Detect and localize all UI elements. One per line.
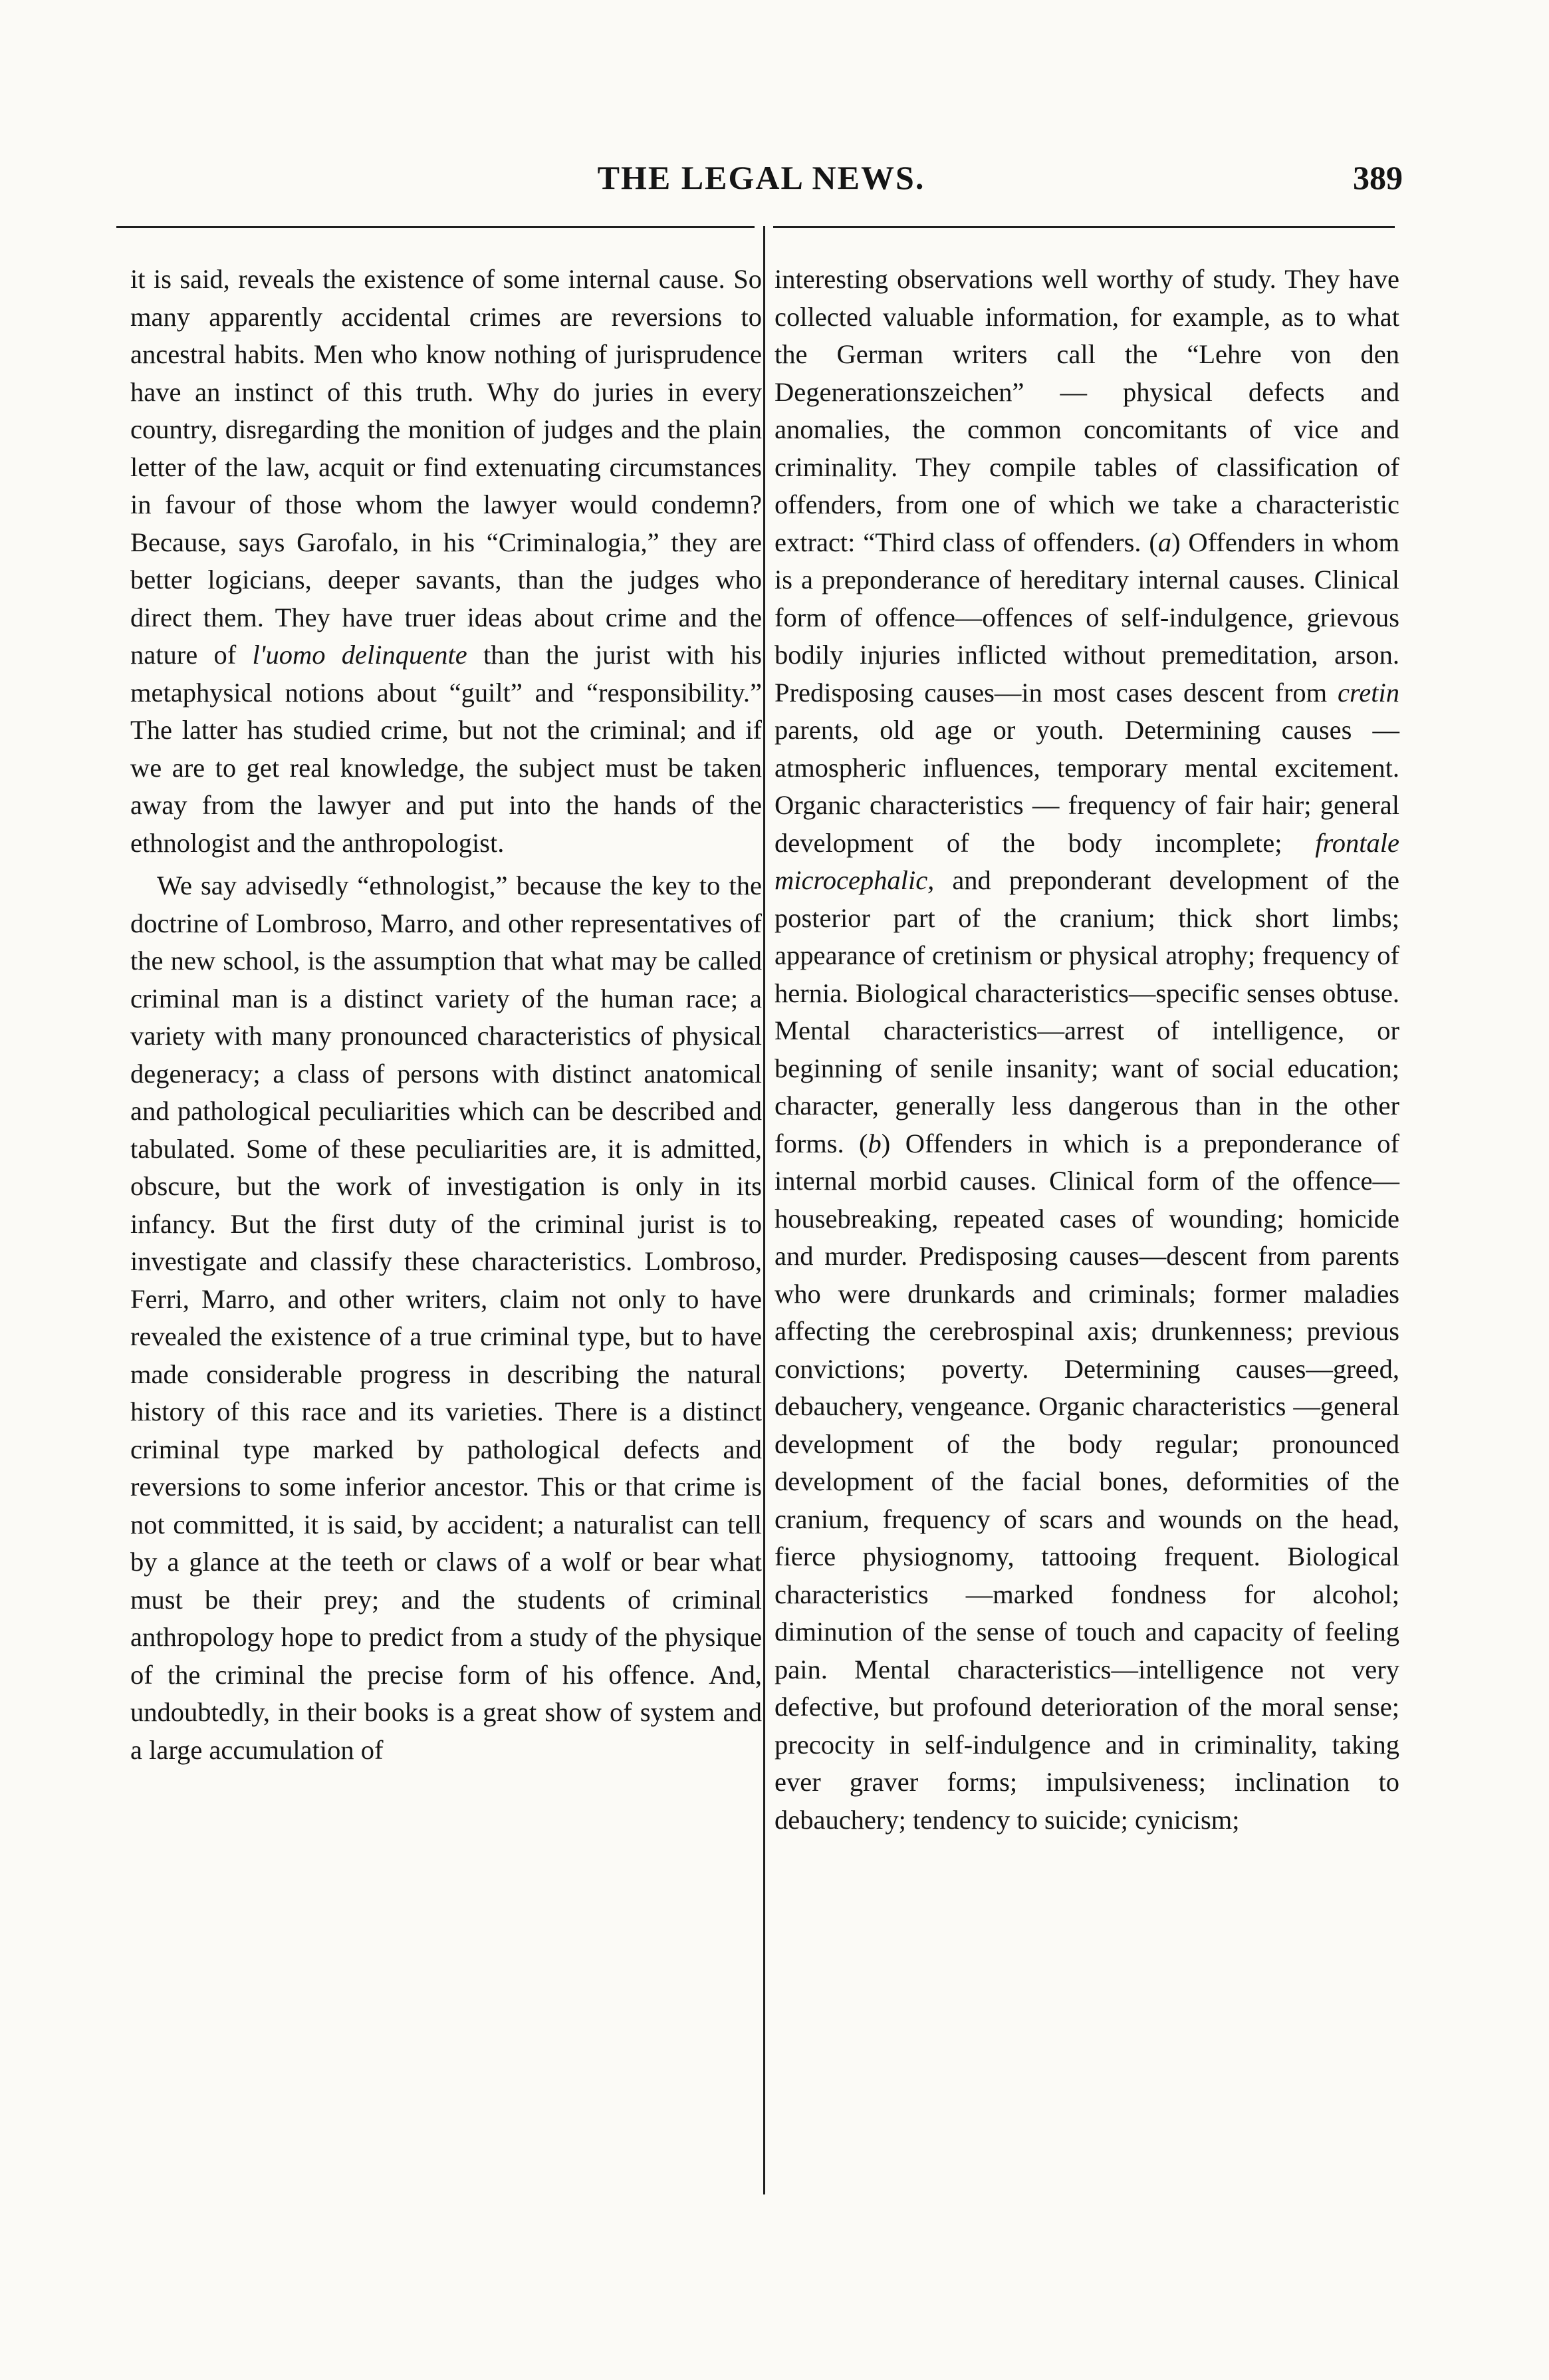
paragraph: We say advisedly “ethnologist,” because the key to the doctrine of Lombroso, Marro, and other representatives of the new school, is the assumption that what may be called criminal man is a distinct variety of the human race; a variety with many pronounced characteristics of physical degeneracy; a class of persons with distinct anatomical and pathological peculiarities which can be described and tabulated. Some of these peculiarities are, it is admitted, obscure, but the work of investigation is only in its infancy. But the first duty of the criminal jurist is to investigate and classify these characteristics. Lombroso, Ferri, Marro, and other writers, claim not only to have revealed the existence of a true criminal type, but to have made considerable progress in describing the natural history of this race and its varieties. There is a distinct criminal type marked by pathological defects and reversions to some inferior ancestor. This or that crime is not committed, it is said, by accident; a naturalist can tell by a glance at the teeth or claws of a wolf or bear what must be their prey; and the students of criminal anthropology hope to predict from a study of the physique of the criminal the precise form of his offence. And, undoubtedly, in their books is a great show of system and a large accumulation of <box>130 870 762 1765</box>
text-run: ) Offenders in which is a preponderance of internal morbid causes. Clinical form of the offence—housebreaking, repeated cases of wounding; homicide and murder. Predisposing causes—descent from parents who were drunkards and criminals; former maladies affecting the cerebrospinal axis; drunkenness; previous convictions; poverty. Determining causes—greed, debauchery, vengeance. Organic characteristics —general development of the body regular; pronounced development of the facial bones, deformities of the cranium, frequency of scars and wounds on the head, fierce physiognomy, tattooing frequent. Biological characteristics —marked fondness for alcohol; diminution of the sense of touch and capacity of feeling pain. Mental characteristics—intelligence not very defective, but profound deterioration of the moral sense; precocity in self-indulgence and in criminality, taking ever graver forms; impulsiveness; inclination to debauchery; tendency to suicide; cynicism; <box>774 1128 1399 1835</box>
paragraph <box>130 261 762 862</box>
right-column <box>774 261 1399 1839</box>
left-column <box>130 261 762 1769</box>
text-run: parents, old age or youth. Determining causes — atmospheric influences, temporary mental excitement. Organic characteristics — frequency of fair hair; general development of the body incomplete; <box>774 715 1399 858</box>
page-number: 389 <box>1353 159 1403 196</box>
paragraph <box>774 261 1399 1839</box>
running-title: THE LEGAL NEWS. <box>597 159 925 196</box>
text-run: and preponderant development of the posterior part of the cranium; thick short limbs; appearance of cretinism or physical atrophy; frequency of hernia. Biological characteristics—specific senses obtuse. Mental characteristics—arrest of intelligence, or beginning of senile insanity; want of social education; character, generally less dangerous than in the other forms. ( <box>774 865 1399 1158</box>
column-divider <box>763 226 765 2194</box>
header-rule-left <box>116 226 755 228</box>
page-header <box>120 158 1403 211</box>
italic-term: a <box>1157 527 1172 557</box>
text-run: interesting observations well worthy of study. They have collected valuable information, for example, as to what the German writers call the “Lehre von den Degenerationszeichen” — physical defects and anomalies, the common concomitants of vice and criminality. They compile tables of classification of offenders, from one of which we take a characteristic extract: “Third class of offenders. ( <box>774 264 1399 557</box>
text-run: than the jurist with his metaphysical notions about “guilt” and “responsibility.” The latter has studied crime, but not the criminal; and if we are to get real knowledge, the subject must be taken away from the lawyer and put into the hands of the ethnologist and the anthropologist. <box>130 640 762 858</box>
text-run: it is said, reveals the existence of some internal cause. So many apparently accidental crimes are reversions to ancestral habits. Men who know nothing of jurisprudence have an instinct of this truth. Why do juries in every country, disregarding the monition of judges and the plain letter of the law, acquit or find extenuating circumstances in favour of those whom the lawyer would condemn? Because, says Garofalo, in his “Criminalogia,” they are better logicians, deeper savants, than the judges who direct them. They have truer ideas about crime and the nature of <box>130 264 762 670</box>
header-rule-right <box>773 226 1395 228</box>
italic-term: frontale microcephalic, <box>774 827 1399 895</box>
text-run: ) Offenders in whom is a preponderance of hereditary internal causes. Clinical form of offence—offences of self-indulgence, grievous bodily injuries inflicted without premeditation, arson. Predisposing causes—in most cases descent from <box>774 527 1399 708</box>
italic-term: cretin <box>1338 677 1399 708</box>
italic-term: l'uomo delinquente <box>252 640 467 670</box>
italic-term: b <box>868 1128 882 1158</box>
